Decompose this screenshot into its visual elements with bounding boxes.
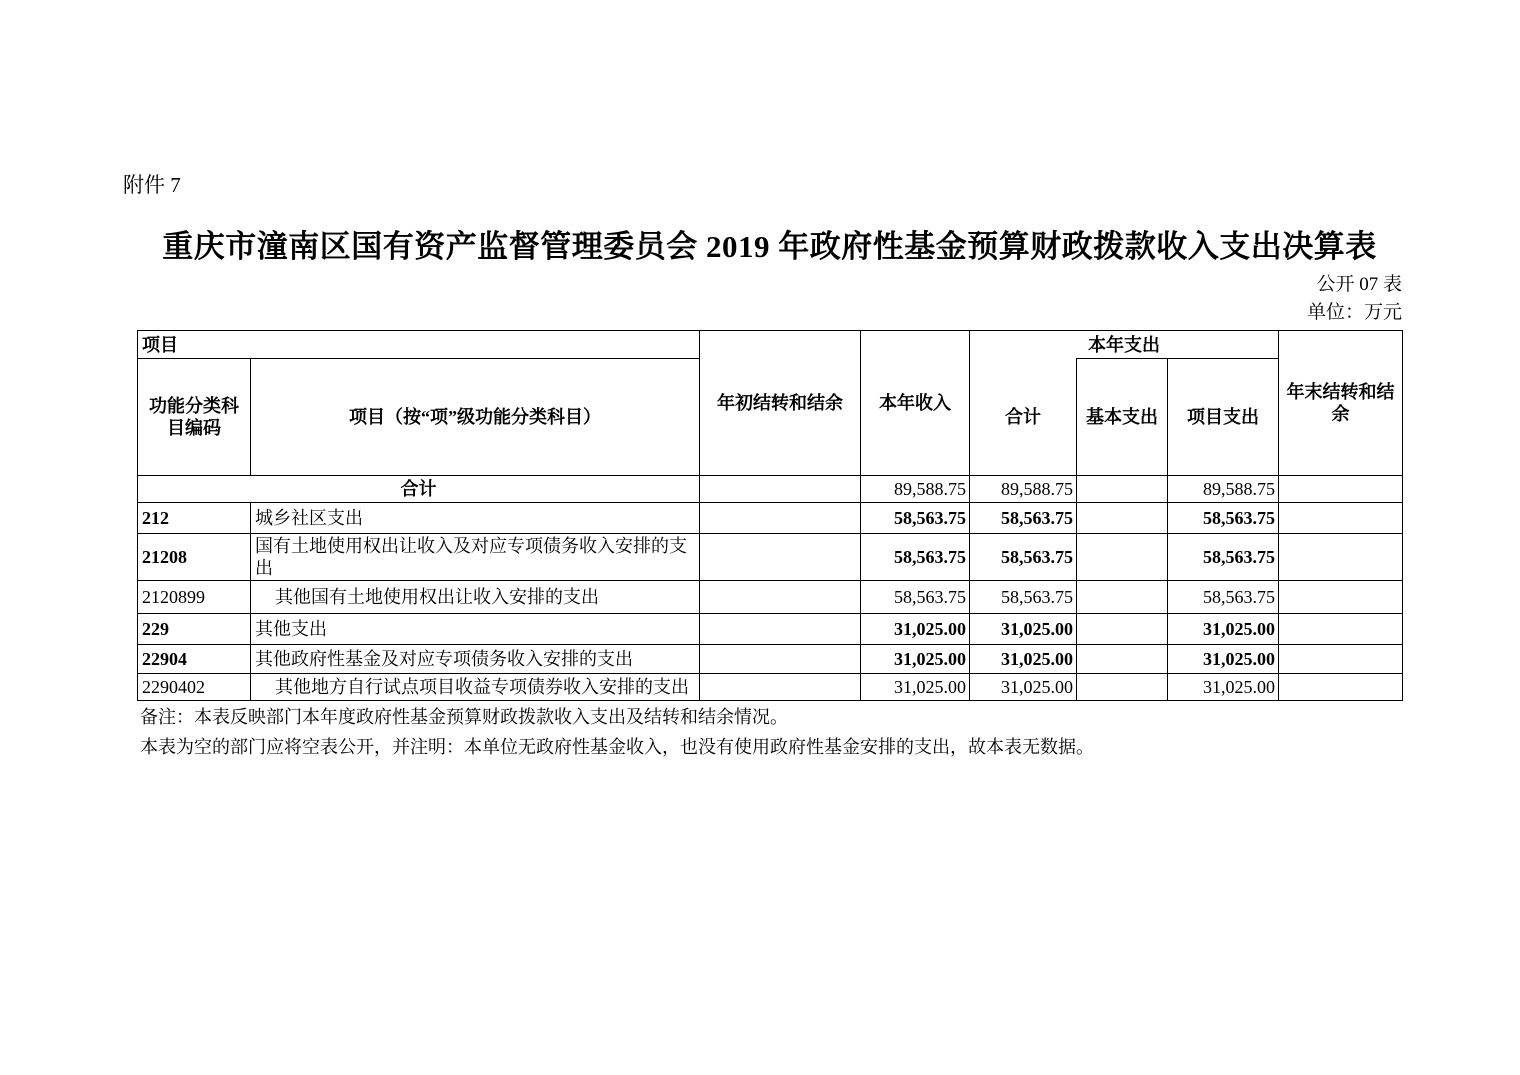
table-code-label: 公开 07 表 (1316, 274, 1402, 295)
cell-exp-total: 31,025.00 (970, 674, 1077, 701)
header-exp-project: 项目支出 (1168, 359, 1279, 476)
cell-begin-balance (700, 476, 861, 503)
cell-exp-basic (1077, 645, 1168, 674)
header-expenditure-group: 本年支出 (970, 331, 1279, 359)
header-exp-total: 合计 (970, 359, 1077, 476)
table-row (138, 614, 1403, 645)
header-function-code: 功能分类科目编码 (138, 359, 251, 476)
cell-end-balance (1279, 581, 1403, 614)
cell-name: 其他地方自行试点项目收益专项债券收入安排的支出 (251, 674, 700, 701)
cell-exp-total: 31,025.00 (970, 614, 1077, 645)
header-project-name: 项目（按“项”级功能分类科目） (251, 359, 700, 476)
table-row (138, 581, 1403, 614)
cell-code: 2120899 (138, 581, 251, 614)
table-meta (1307, 271, 1402, 327)
cell-end-balance (1279, 645, 1403, 674)
cell-end-balance (1279, 614, 1403, 645)
cell-code: 212 (138, 503, 251, 534)
cell-income: 31,025.00 (861, 645, 970, 674)
cell-income: 31,025.00 (861, 674, 970, 701)
cell-begin-balance (700, 614, 861, 645)
cell-exp-basic (1077, 476, 1168, 503)
cell-name: 其他政府性基金及对应专项债务收入安排的支出 (251, 645, 700, 674)
cell-exp-basic (1077, 503, 1168, 534)
cell-code: 21208 (138, 534, 251, 581)
header-end-balance: 年末结转和结余 (1279, 331, 1403, 476)
cell-exp-basic (1077, 581, 1168, 614)
header-income: 本年收入 (861, 331, 970, 476)
table-row (138, 674, 1403, 701)
header-begin-balance: 年初结转和结余 (700, 331, 861, 476)
cell-exp-basic (1077, 614, 1168, 645)
cell-exp-basic (1077, 674, 1168, 701)
footnotes (140, 702, 1402, 762)
page-title: 重庆市潼南区国有资产监督管理委员会 2019 年政府性基金预算财政拨款收入支出决算表 (162, 229, 1377, 264)
cell-income: 89,588.75 (861, 476, 970, 503)
cell-begin-balance (700, 645, 861, 674)
unit-label: 单位：万元 (1306, 302, 1402, 323)
cell-name: 其他支出 (251, 614, 700, 645)
fund-budget-table (137, 330, 1403, 701)
cell-total-label: 合计 (138, 476, 700, 503)
cell-end-balance (1279, 503, 1403, 534)
cell-exp-total: 58,563.75 (970, 534, 1077, 581)
cell-end-balance (1279, 476, 1403, 503)
cell-exp-project: 58,563.75 (1168, 503, 1279, 534)
cell-income: 58,563.75 (861, 503, 970, 534)
table-row (138, 645, 1403, 674)
cell-begin-balance (700, 503, 861, 534)
cell-exp-total: 58,563.75 (970, 503, 1077, 534)
cell-name: 城乡社区支出 (251, 503, 700, 534)
cell-income: 58,563.75 (861, 581, 970, 614)
cell-exp-project: 89,588.75 (1168, 476, 1279, 503)
cell-begin-balance (700, 581, 861, 614)
cell-name: 其他国有土地使用权出让收入安排的支出 (251, 581, 700, 614)
footnote-empty-table: 本表为空的部门应将空表公开，并注明：本单位无政府性基金收入，也没有使用政府性基金安排的支出，故本表无数据。 (140, 737, 1094, 757)
cell-exp-total: 31,025.00 (970, 645, 1077, 674)
attachment-label: 附件 7 (123, 173, 181, 197)
header-exp-basic: 基本支出 (1077, 359, 1168, 476)
cell-begin-balance (700, 534, 861, 581)
header-row-groups (138, 331, 1403, 359)
footnote-remark: 备注：本表反映部门本年度政府性基金预算财政拨款收入支出及结转和结余情况。 (140, 707, 788, 727)
cell-name: 国有土地使用权出让收入及对应专项债务收入安排的支出 (251, 534, 700, 581)
cell-exp-project: 31,025.00 (1168, 674, 1279, 701)
cell-end-balance (1279, 674, 1403, 701)
table-row (138, 503, 1403, 534)
cell-exp-total: 58,563.75 (970, 581, 1077, 614)
cell-code: 229 (138, 614, 251, 645)
cell-code: 2290402 (138, 674, 251, 701)
cell-begin-balance (700, 674, 861, 701)
cell-exp-project: 31,025.00 (1168, 645, 1279, 674)
table-row-total (138, 476, 1403, 503)
cell-exp-project: 31,025.00 (1168, 614, 1279, 645)
header-project-group: 项目 (138, 331, 700, 359)
table-row (138, 534, 1403, 581)
cell-exp-project: 58,563.75 (1168, 534, 1279, 581)
cell-income: 58,563.75 (861, 534, 970, 581)
cell-exp-basic (1077, 534, 1168, 581)
cell-income: 31,025.00 (861, 614, 970, 645)
cell-exp-total: 89,588.75 (970, 476, 1077, 503)
cell-end-balance (1279, 534, 1403, 581)
cell-code: 22904 (138, 645, 251, 674)
cell-exp-project: 58,563.75 (1168, 581, 1279, 614)
